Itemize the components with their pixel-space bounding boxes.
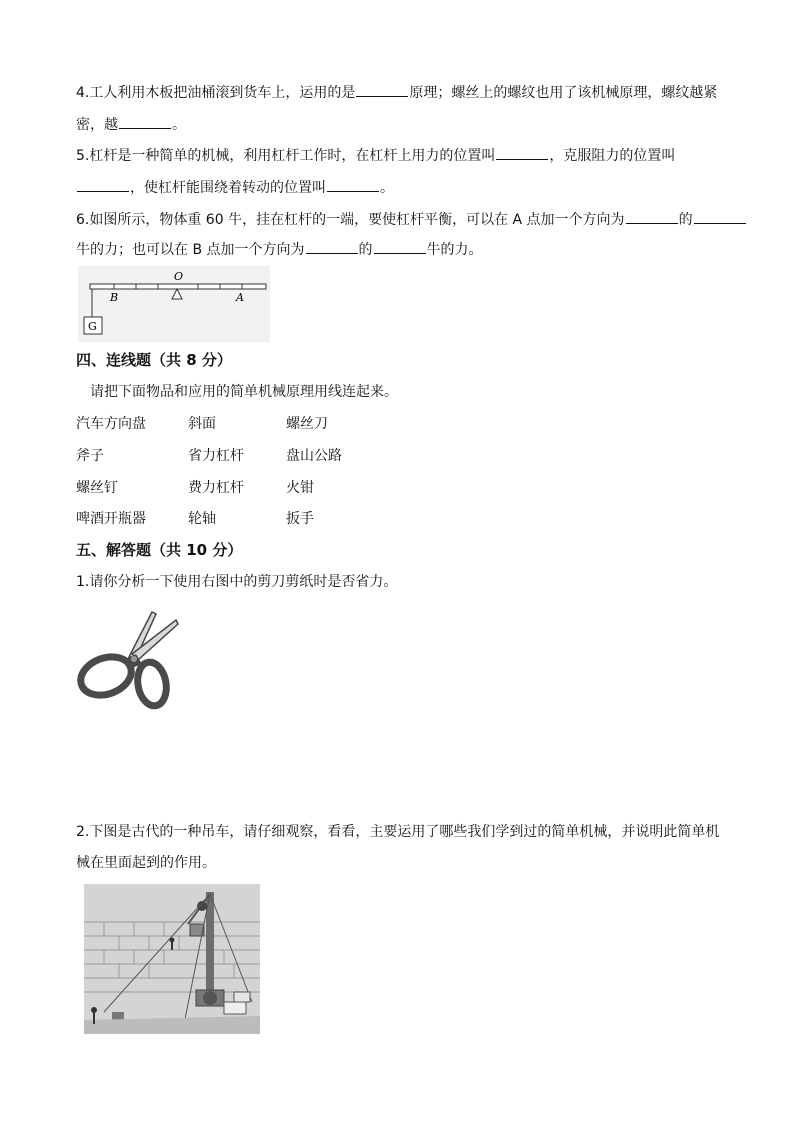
section-4-instruction: 请把下面物品和应用的简单机械原理用线连起来。: [90, 384, 398, 400]
lever-figure: [78, 266, 270, 342]
section-5-question-1: 1.请你分析一下使用右图中的剪刀剪纸时是否省力。: [76, 574, 398, 590]
match-item[interactable]: 费力杠杆: [188, 480, 244, 496]
lever-label-b: B: [110, 291, 119, 304]
section-5-question-2-line-1: 2.下图是古代的一种吊车，请仔细观察，看看，主要运用了哪些我们学到过的简单机械，并说明此简单机: [76, 824, 720, 840]
scissors-image: [74, 602, 186, 712]
match-item[interactable]: 斧子: [76, 448, 104, 464]
match-item[interactable]: 火钳: [286, 480, 314, 496]
question-4-line-1: 4.工人利用木板把油桶滚到货车上，运用的是 原理；螺丝上的螺纹也用了该机械原理，螺纹越紧: [76, 82, 717, 103]
blank-answer[interactable]: [626, 209, 678, 224]
blank-answer[interactable]: [77, 177, 129, 192]
blank-answer[interactable]: [496, 145, 548, 160]
match-item[interactable]: 螺丝刀: [286, 416, 328, 432]
ancient-crane-image: [84, 884, 260, 1034]
blank-answer[interactable]: [327, 177, 379, 192]
section-5-title: 五、解答题（共 10 分）: [76, 541, 243, 559]
match-item[interactable]: 省力杠杆: [188, 448, 244, 464]
question-4-line-2: 密，越 。: [76, 114, 186, 135]
lever-label-o: O: [174, 270, 184, 283]
question-6-line-1: 6.如图所示，物体重 60 牛，挂在杠杆的一端，要使杠杆平衡，可以在 A 点加一个方向为 的: [76, 209, 747, 230]
match-item[interactable]: 汽车方向盘: [76, 416, 146, 432]
blank-answer[interactable]: [306, 239, 358, 254]
question-6-line-2: 牛的力；也可以在 B 点加一个方向为 的 牛的力。: [76, 239, 483, 260]
section-4-title: 四、连线题（共 8 分）: [76, 351, 232, 369]
lever-label-a: A: [236, 291, 244, 304]
question-5-line-2: ，使杠杆能围绕着转动的位置叫 。: [76, 177, 394, 198]
match-item[interactable]: 啤酒开瓶器: [76, 511, 146, 527]
match-item[interactable]: 轮轴: [188, 511, 216, 527]
match-item[interactable]: 盘山公路: [286, 448, 342, 464]
blank-answer[interactable]: [119, 114, 171, 129]
match-item[interactable]: 斜面: [188, 416, 216, 432]
section-5-question-2-line-2: 械在里面起到的作用。: [76, 855, 216, 871]
lever-label-g: G: [88, 320, 97, 333]
blank-answer[interactable]: [694, 209, 746, 224]
question-5-line-1: 5.杠杆是一种简单的机械，利用杠杆工作时，在杠杆上用力的位置叫 ，克服阻力的位置叫: [76, 145, 675, 166]
match-item[interactable]: 扳手: [286, 511, 314, 527]
blank-answer[interactable]: [374, 239, 426, 254]
blank-answer[interactable]: [356, 82, 408, 97]
match-item[interactable]: 螺丝钉: [76, 480, 118, 496]
